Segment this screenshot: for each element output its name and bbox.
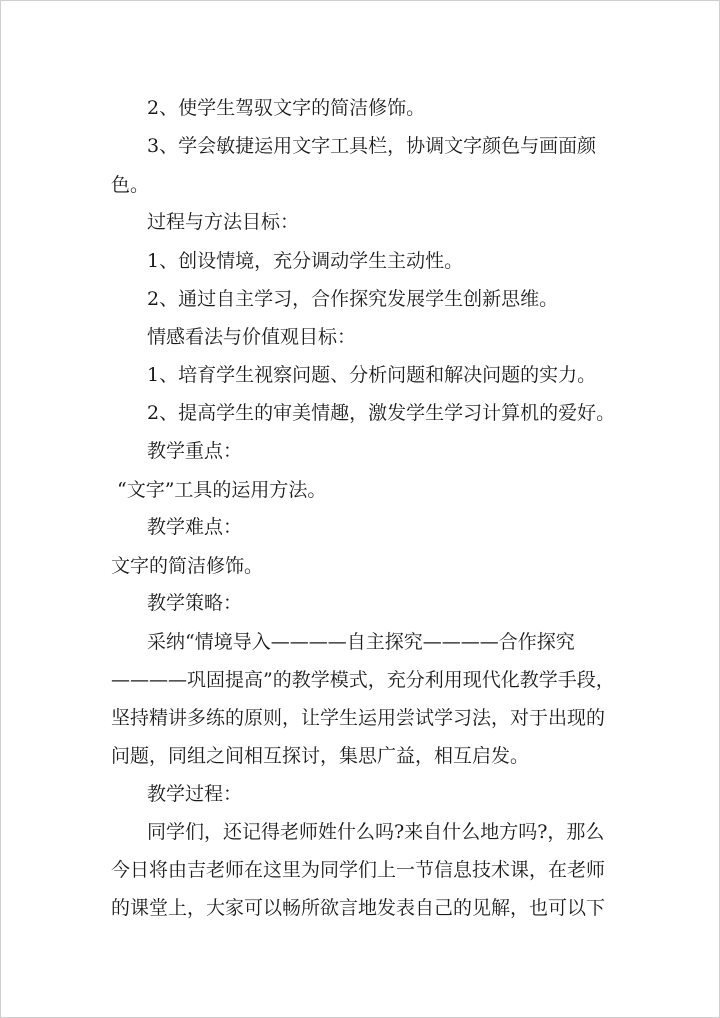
- process-goal-1: 1、创设情境，充分调动学生主动性。: [147, 250, 464, 272]
- strategy-paragraph-line-3: 坚持精讲多练的原则，让学生运用尝试学习法，对于出现的: [111, 707, 606, 729]
- process-goal-2: 2、通过自主学习，合作探究发展学生创新思维。: [147, 288, 559, 310]
- difficulty-heading: 教学难点：: [147, 516, 243, 538]
- goal-line-2: 2、使学生驾驭文字的简洁修饰。: [147, 97, 426, 119]
- goal-line-3: 3、学会敏捷运用文字工具栏，协调文字颜色与画面颜: [147, 135, 597, 157]
- process-paragraph-line-1: 同学们，还记得老师姓什么吗?来自什么地方吗?，那么: [147, 821, 605, 843]
- process-paragraph-line-3: 的课堂上，大家可以畅所欲言地发表自己的见解，也可以下: [111, 897, 606, 919]
- key-points-heading: 教学重点：: [147, 440, 243, 462]
- strategy-paragraph-line-1: 采纳“情境导入————自主探究————合作探究: [147, 631, 575, 653]
- key-points-text: “文字”工具的运用方法。: [117, 479, 327, 501]
- goal-line-3-continued: 色。: [111, 174, 150, 196]
- strategy-paragraph-line-2: ————巩固提高”的教学模式，充分利用现代化教学手段，: [111, 669, 615, 691]
- emotion-goal-1: 1、培育学生视察问题、分析问题和解决问题的实力。: [147, 364, 597, 386]
- emotion-values-heading: 情感看法与价值观目标：: [147, 326, 357, 348]
- strategy-paragraph-line-4: 问题，同组之间相互探讨，集思广益，相互启发。: [111, 745, 530, 767]
- process-heading: 教学过程：: [147, 783, 243, 805]
- process-paragraph-line-2: 今日将由吉老师在这里为同学们上一节信息技术课，在老师: [111, 859, 606, 881]
- difficulty-text: 文字的简洁修饰。: [111, 555, 264, 577]
- emotion-goal-2: 2、提高学生的审美情趣，激发学生学习计算机的爱好。: [147, 402, 616, 424]
- process-method-heading: 过程与方法目标：: [147, 211, 300, 233]
- strategy-heading: 教学策略：: [147, 592, 243, 614]
